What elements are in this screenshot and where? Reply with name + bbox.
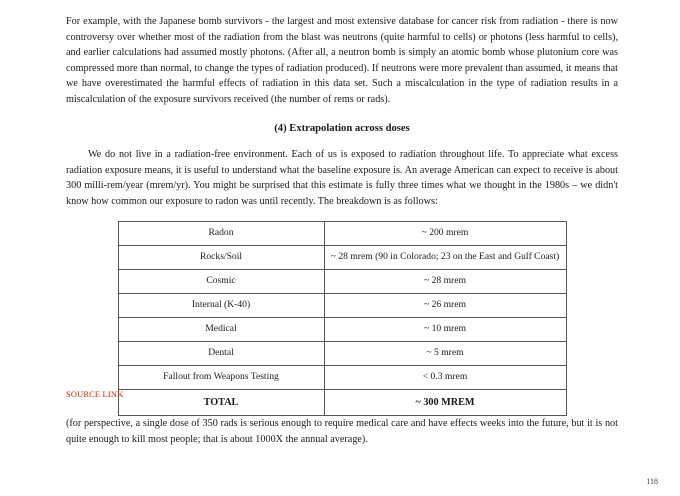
table-cell-source: Medical	[118, 317, 324, 341]
table-cell-dose: ~ 10 mrem	[324, 317, 566, 341]
table-cell-source: Cosmic	[118, 269, 324, 293]
table-row	[118, 269, 566, 293]
table-cell-dose: ~ 28 mrem	[324, 269, 566, 293]
table-cell-dose: < 0.3 mrem	[324, 365, 566, 389]
table-row	[118, 293, 566, 317]
table-cell-source: Internal (K-40)	[118, 293, 324, 317]
source-link[interactable]: SOURCE LINK	[66, 390, 124, 399]
table-cell-dose: ~ 28 mrem (90 in Colorado; 23 on the East and Gulf Coast)	[324, 245, 566, 269]
radiation-breakdown-table	[118, 221, 567, 416]
table-cell-dose-total: ~ 300 MREM	[324, 389, 566, 416]
table-cell-dose: ~ 5 mrem	[324, 341, 566, 365]
table-row	[118, 317, 566, 341]
table-cell-source: Radon	[118, 222, 324, 246]
paragraph-perspective: (for perspective, a single dose of 350 rads is serious enough to require medical care and have effects weeks into the future, but it is not quite enough to kill most people; that is about 1000X the annual average).	[66, 418, 618, 445]
page-number: 118	[646, 477, 658, 486]
table-row	[118, 245, 566, 269]
table-row	[118, 365, 566, 389]
table-row-total	[118, 389, 566, 416]
table-body	[118, 222, 566, 416]
section-heading-extrapolation: (4) Extrapolation across doses	[274, 123, 410, 134]
paragraph-neutrons: For example, with the Japanese bomb survivors - the largest and most extensive database for cancer risk from radiation - there is now controversy over whether most of the radiation from the blast was neutrons (quite harmful to cells) or photons (less harmful to cells), and earlier calculations had assumed mostly photons. (After all, a neutron bomb is simply an atomic bomb whose plutonium core was compressed more than normal, to change the types of radiation produced). If neutrons were more prevalent than assumed, it means that we have overestimated the harmful effects of radiation in this data set. Such a miscalculation in the type of radiation results in a miscalculation of the exposure survivors received (the number of rems or rads).	[66, 16, 618, 105]
table-cell-dose: ~ 26 mrem	[324, 293, 566, 317]
paragraph-baseline-exposure: We do not live in a radiation-free environment. Each of us is exposed to radiation throughout life. To appreciate what excess radiation exposure means, it is useful to understand what the baseline exposure is. An average American can expect to receive is about 300 milli-rem/year (mrem/yr). You might be surprised that this estimate is fully three times what we thought in the 1980s – we didn't know how common our exposure to radon was until recently. The breakdown is as follows:	[66, 149, 618, 207]
table-cell-source: Dental	[118, 341, 324, 365]
table-row	[118, 222, 566, 246]
table-cell-source: Rocks/Soil	[118, 245, 324, 269]
table-cell-source-total: TOTAL	[118, 389, 324, 416]
table-row	[118, 341, 566, 365]
table-cell-source: Fallout from Weapons Testing	[118, 365, 324, 389]
table-cell-dose: ~ 200 mrem	[324, 222, 566, 246]
